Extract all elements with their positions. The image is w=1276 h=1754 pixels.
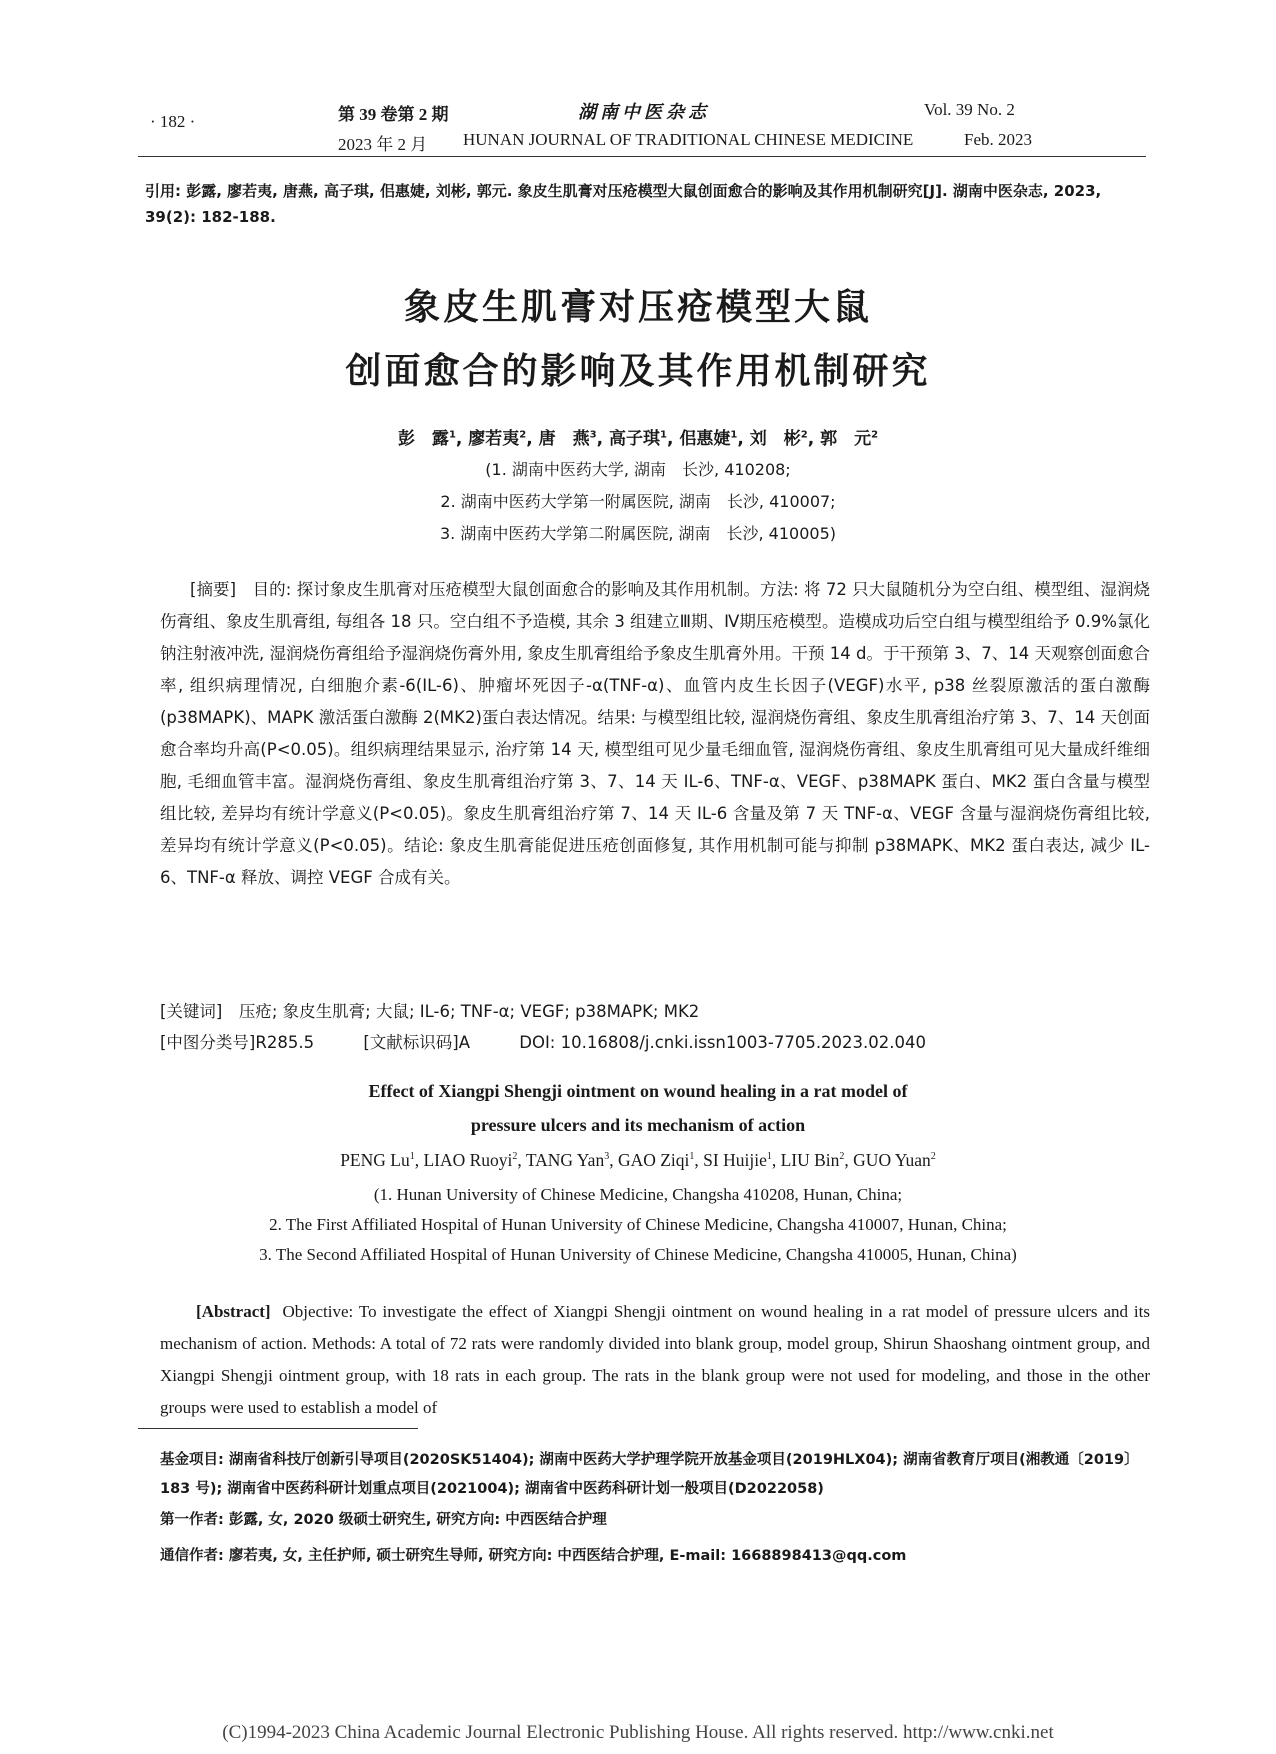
affiliation-cn: 2. 湖南中医药大学第一附属医院, 湖南 长沙, 410007;: [440, 492, 836, 511]
affiliation-en: 3. The Second Affiliated Hospital of Hunan University of Chinese Medicine, Changsha 410005, Hunan, China): [259, 1245, 1017, 1264]
document-code: [文献标识码]A: [363, 1033, 470, 1052]
affiliation-cn: (1. 湖南中医药大学, 湖南 长沙, 410208;: [485, 460, 791, 479]
author-en: LIAO Ruoyi$^2$: [423, 1150, 518, 1170]
date-cn: 2023 年 2 月: [338, 135, 428, 154]
author-en: GAO Ziqi$^1$: [617, 1150, 695, 1170]
clc-number: [中图分类号]R285.5: [160, 1033, 315, 1052]
keywords-cn: [关键词] 压疮; 象皮生肌膏; 大鼠; IL-6; TNF-α; VEGF; p38MAPK; MK2: [160, 1002, 700, 1021]
author-en: SI Huijie$^1$: [703, 1150, 772, 1170]
abstract-en-text: Objective: To investigate the effect of Xiangpi Shengji ointment on wound healing in a rat model of pressure ulcers and its mechanism of action. Methods: A total of 72 rats were randomly divided into blank group, model group, Shirun Shaoshang ointment group, and Xiangpi Shengji ointment group, with 18 rats in each group. The rats in the blank group were not used for modeling, and those in the other groups were used to establish a model of: [160, 1302, 1150, 1417]
title-cn-line-1: 象皮生肌膏对压疮模型大鼠: [403, 287, 872, 328]
author-cn: 高子琪$^1$: [609, 429, 667, 449]
author-cn: 佀惠婕$^1$: [679, 429, 738, 449]
affiliation-en: (1. Hunan University of Chinese Medicine, Changsha 410208, Hunan, China;: [373, 1185, 903, 1204]
author-cn: 唐 燕$^3$: [538, 429, 597, 449]
title-cn-line-2: 创面愈合的影响及其作用机制研究: [345, 351, 931, 392]
page-number: · 182 ·: [150, 112, 196, 131]
author-cn: 刘 彬$^2$: [749, 429, 808, 449]
date-en: Feb. 2023: [964, 130, 1032, 149]
title-en-line-1: Effect of Xiangpi Shengji ointment on wound healing in a rat model of: [368, 1081, 908, 1101]
abstract-en: [160, 1296, 1150, 1424]
author-en: LIU Bin$^2$: [780, 1150, 845, 1170]
journal-name-en: HUNAN JOURNAL OF TRADITIONAL CHINESE MEDICINE: [463, 130, 914, 149]
author-cn: 彭 露$^1$: [397, 429, 456, 449]
authors-cn: 彭 露$^1$, 廖若夷$^2$, 唐 燕$^3$, 高子琪$^1$, 佀惠婕$^1$, 刘 彬$^2$, 郭 元$^2$: [397, 429, 879, 449]
authors-en: PENG Lu$^1$, LIAO Ruoyi$^2$, TANG Yan$^3$, GAO Ziqi$^1$, SI Huijie$^1$, LIU Bin$^2$, GUO Yuan$^2$: [340, 1150, 936, 1170]
doi: DOI: 10.16808/j.cnki.issn1003-7705.2023.02.040: [519, 1033, 927, 1052]
author-en: PENG Lu$^1$: [340, 1150, 415, 1170]
classification-line: [160, 1027, 1150, 1058]
title-en-line-2: pressure ulcers and its mechanism of action: [470, 1115, 806, 1135]
volume-issue-en: Vol. 39 No. 2: [924, 100, 1015, 119]
first-author-note: 第一作者: 彭露, 女, 2020 级硕士研究生, 研究方向: 中西医结合护理: [160, 1512, 607, 1528]
journal-logo: 湖南中医杂志: [578, 102, 710, 123]
author-en: GUO Yuan$^2$: [853, 1150, 936, 1170]
affiliations-cn: [0, 454, 1276, 550]
author-cn: 郭 元$^2$: [820, 429, 879, 449]
corresponding-author-note: 通信作者: 廖若夷, 女, 主任护师, 硕士研究生导师, 研究方向: 中西医结合护理, E-mail: 1668898413@qq.com: [160, 1548, 907, 1564]
affiliation-en: 2. The First Affiliated Hospital of Hunan University of Chinese Medicine, Changsha 410007, Hunan, China;: [269, 1215, 1007, 1234]
abstract-en-label: [Abstract]: [196, 1302, 271, 1321]
funding-note: 基金项目: 湖南省科技厅创新引导项目(2020SK51404); 湖南中医药大学护理学院开放基金项目(2019HLX04); 湖南省教育厅项目(湘教通〔2019〕183 号); 湖南省中医药科研计划重点项目(2021004); 湖南省中医药科研计划一般项目(D2022058): [160, 1452, 1139, 1497]
author-cn: 廖若夷$^2$: [468, 429, 527, 449]
citation: 引用: 彭露, 廖若夷, 唐燕, 高子琪, 佀惠婕, 刘彬, 郭元. 象皮生肌膏对压疮模型大鼠创面愈合的影响及其作用机制研究[J]. 湖南中医杂志, 2023, 39(2): 182-188.: [145, 182, 1102, 226]
affiliation-cn: 3. 湖南中医药大学第二附属医院, 湖南 长沙, 410005): [439, 524, 837, 543]
volume-issue-cn: 第 39 卷第 2 期: [338, 105, 449, 124]
header-rule: [138, 156, 1146, 157]
affiliations-en: [0, 1180, 1276, 1270]
abstract-cn: [160, 574, 1150, 894]
abstract-cn-text: [摘要] 目的: 探讨象皮生肌膏对压疮模型大鼠创面愈合的影响及其作用机制。方法: 将 72 只大鼠随机分为空白组、模型组、湿润烧伤膏组、象皮生肌膏组, 每组各 18 只。空白组不予造模, 其余 3 组建立Ⅲ期、Ⅳ期压疮模型。造模成功后空白组与模型组给予 0.9%氯化钠注射液冲洗, 湿润烧伤膏组给予湿润烧伤膏外用, 象皮生肌膏组给予象皮生肌膏外用。干预 14 d。于干预第 3、7、14 天观察创面愈合率, 组织病理情况, 白细胞介素-6(IL-6)、肿瘤坏死因子-α(TNF-α)、血管内皮生长因子(VEGF)水平, p38 丝裂原激活的蛋白激酶(p38MAPK)、MAPK 激活蛋白激酶 2(MK2)蛋白表达情况。结果: 与模型组比较, 湿润烧伤膏组、象皮生肌膏组治疗第 3、7、14 天创面愈合率均升高(P<0.05)。组织病理结果显示, 治疗第 14 天, 模型组可见少量毛细血管, 湿润烧伤膏组、象皮生肌膏组可见大量成纤维细胞, 毛细血管丰富。湿润烧伤膏组、象皮生肌膏组治疗第 3、7、14 天 IL-6、TNF-α、VEGF、p38MAPK 蛋白、MK2 蛋白含量与模型组比较, 差异均有统计学意义(P<0.05)。象皮生肌膏组治疗第 7、14 天 IL-6 含量及第 7 天 TNF-α、VEGF 含量与湿润烧伤膏组比较, 差异均有统计学意义(P<0.05)。结论: 象皮生肌膏能促进压疮创面修复, 其作用机制可能与抑制 p38MAPK、MK2 蛋白表达, 减少 IL-6、TNF-α 释放、调控 VEGF 合成有关。: [160, 580, 1150, 887]
footnote-rule: [138, 1428, 418, 1429]
author-en: TANG Yan$^3$: [525, 1150, 610, 1170]
copyright-notice: (C)1994-2023 China Academic Journal Electronic Publishing House. All rights reserved. http://www.cnki.net: [222, 1722, 1054, 1743]
